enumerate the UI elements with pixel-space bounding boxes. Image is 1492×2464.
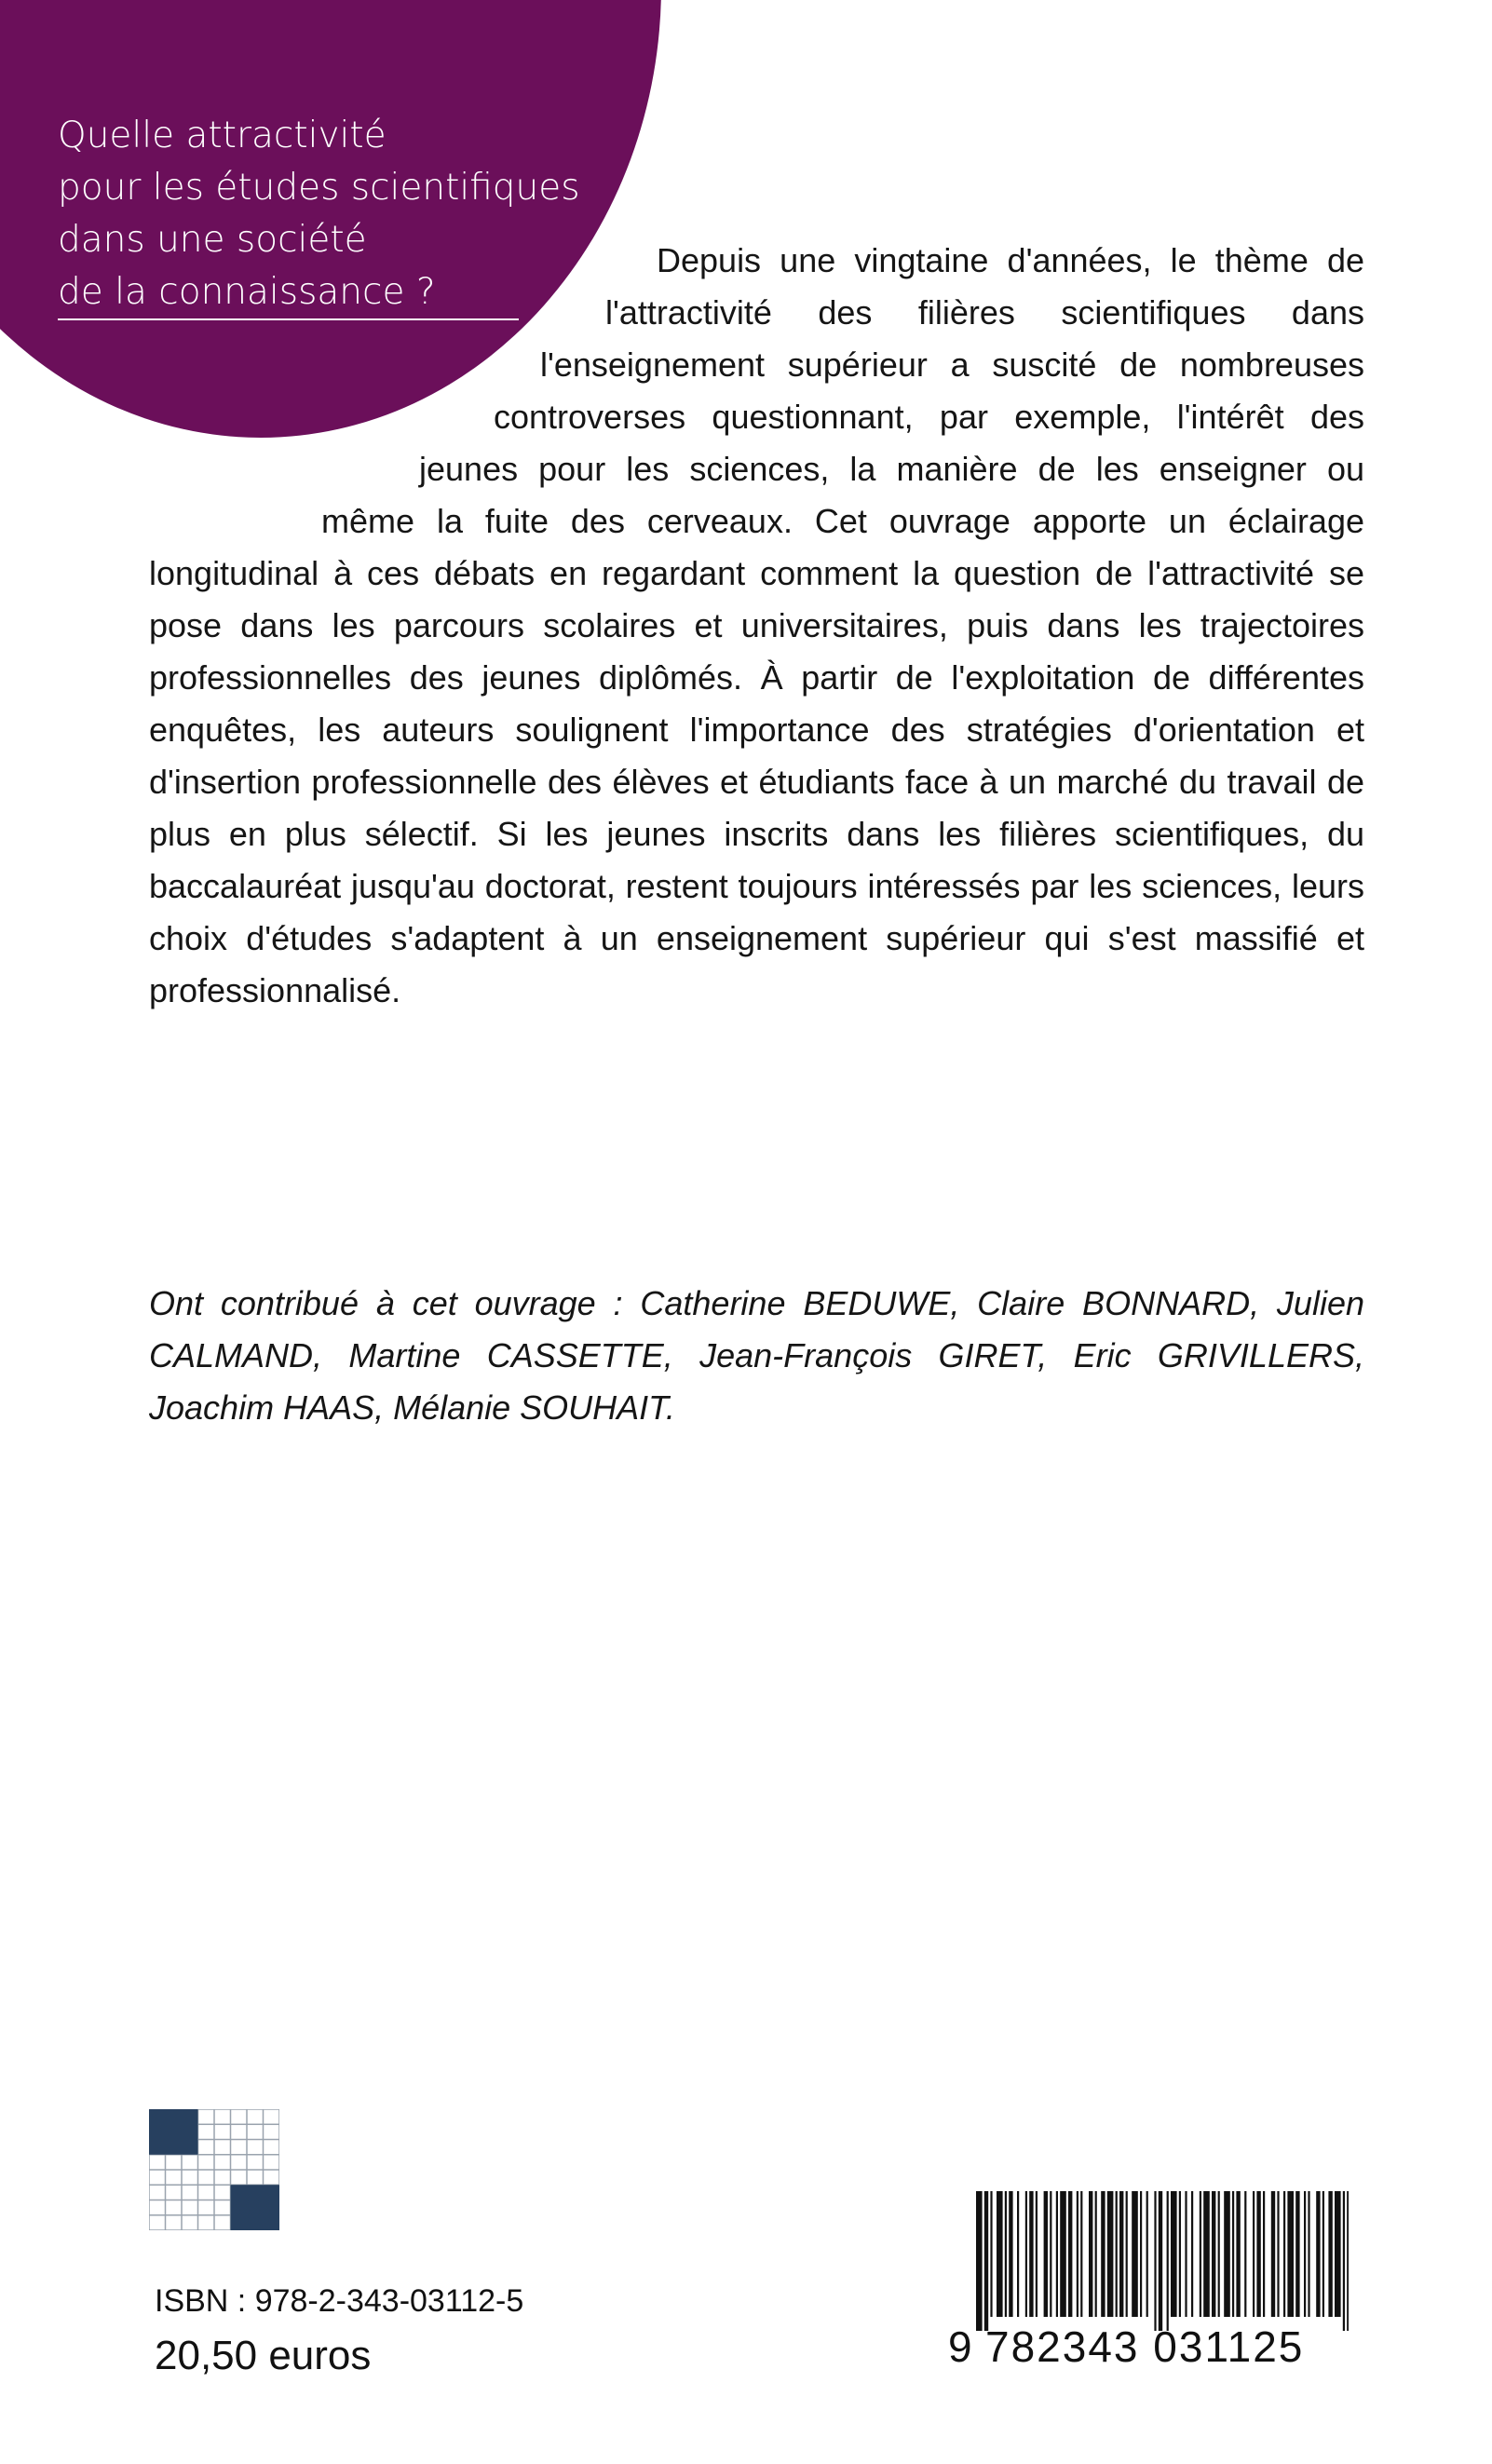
publisher-grid-logo-icon: [149, 2109, 279, 2230]
barcode-bar: [1060, 2191, 1066, 2317]
barcode-digits: 782343 031125: [985, 2322, 1305, 2371]
barcode-bar: [1179, 2191, 1181, 2317]
barcode-bar: [1347, 2191, 1349, 2331]
barcode-bar: [1036, 2191, 1038, 2317]
barcode-bar: [1009, 2191, 1012, 2317]
wrap-spacer: [149, 287, 605, 339]
barcode-bar: [1343, 2191, 1345, 2331]
barcode-first-digit: 9: [948, 2322, 972, 2371]
barcode-bar: [1200, 2191, 1201, 2317]
wrap-spacer: [149, 339, 540, 391]
barcode-bar: [1203, 2191, 1210, 2317]
barcode-bar: [1308, 2191, 1309, 2317]
barcode-bar: [1191, 2191, 1193, 2317]
barcode-bar: [1253, 2191, 1255, 2317]
barcode-bar: [1185, 2191, 1187, 2317]
barcode-bar: [1232, 2191, 1234, 2317]
barcode-bar: [1154, 2191, 1156, 2331]
summary-block: [149, 235, 1364, 1017]
barcode-bar: [1236, 2191, 1240, 2317]
barcode-bar: [1263, 2191, 1265, 2317]
barcode-bar: [976, 2191, 983, 2331]
barcode-bar: [1017, 2191, 1019, 2317]
barcode-bar: [984, 2191, 988, 2331]
barcode-bar: [1295, 2191, 1299, 2317]
barcode-bar: [1283, 2191, 1285, 2317]
barcode-bar: [1068, 2191, 1072, 2317]
barcode-bar: [1271, 2191, 1275, 2317]
barcode-bar: [1116, 2191, 1118, 2317]
barcode-bar: [1005, 2191, 1007, 2317]
barcode-bar: [1119, 2191, 1123, 2317]
barcode-bar: [1167, 2191, 1169, 2331]
barcode-bar: [1171, 2191, 1177, 2317]
barcode-bar: [1322, 2191, 1324, 2317]
barcode-bar: [1077, 2191, 1078, 2317]
price-label: 20,50 euros: [155, 2333, 372, 2378]
barcode-bar: [1101, 2191, 1105, 2317]
isbn-label: ISBN : 978-2-343-03112-5: [155, 2283, 524, 2319]
question-line: pour les études scientifiques: [58, 167, 580, 209]
barcode-bar: [1095, 2191, 1097, 2317]
barcode-bar: [1159, 2191, 1162, 2331]
summary-text: Depuis une vingtaine d'années, le thème de l'attractivité des filières scientifiques dans l'enseignement supérieur a suscité de nombreuses controverses questionnant, par exemple, l'intérêt des jeunes pour les sciences, la manière de les enseigner ou même la fuite des cerveaux. Cet ouvrage apporte un éclairage longitudinal à ces débats en regardant comment la question de l'attractivité se pose dans les parcours scolaires et universitaires, puis dans les trajectoires professionnelles des jeunes diplômés. À partir de l'exploitation de différentes enquêtes, les auteurs soulignent l'importance des stratégies d'orientation et d'insertion professionnelle des élèves et étudiants face à un marché du travail de plus en plus sélectif. Si les jeunes inscrits dans les filières scientifiques, du baccalauréat jusqu'au doctorat, restent toujours intéressés par les sciences, leurs choix d'études s'adaptent à un enseignement supérieur qui s'est massifié et professionnalisé.: [149, 241, 1364, 1009]
wrap-spacer: [149, 391, 494, 443]
barcode-bar: [1244, 2191, 1246, 2317]
wrap-spacer: [149, 495, 321, 548]
barcode-bar: [1212, 2191, 1215, 2317]
barcode-bar: [1140, 2191, 1142, 2317]
wrap-spacer: [149, 235, 657, 287]
barcode-bar: [1050, 2191, 1051, 2317]
question-line: dans une société: [58, 219, 367, 261]
barcode-bar: [1126, 2191, 1128, 2317]
barcode-bar: [1089, 2191, 1092, 2317]
barcode-bar: [1107, 2191, 1114, 2317]
wrap-spacer: [149, 443, 419, 495]
barcode-bar: [1224, 2191, 1230, 2317]
barcode-bar: [1277, 2191, 1279, 2317]
barcode-bars: [976, 2191, 1349, 2331]
barcode-bar: [1056, 2191, 1058, 2317]
question-line: de la connaissance ?: [58, 271, 436, 313]
barcode-bar: [1080, 2191, 1082, 2317]
barcode-bar: [1304, 2191, 1306, 2317]
barcode-bar: [1328, 2191, 1332, 2317]
barcode-bar: [1044, 2191, 1048, 2317]
barcode-bar: [1316, 2191, 1320, 2317]
question-line: Quelle attractivité: [58, 115, 387, 156]
barcode-bar: [1146, 2191, 1148, 2317]
barcode-icon: [920, 2173, 1372, 2385]
barcode-bar: [997, 2191, 1003, 2317]
barcode-bar: [1287, 2191, 1294, 2317]
barcode-bar: [1132, 2191, 1138, 2317]
barcode-bar: [1335, 2191, 1341, 2317]
barcode-bar: [1029, 2191, 1033, 2317]
barcode-bar: [1025, 2191, 1027, 2317]
contributors-text: Ont contribué à cet ouvrage : Catherine BEDUWE, Claire BONNARD, Julien CALMAND, Martine CASSETTE, Jean-François GIRET, Eric GRIVILLERS, Joachim HAAS, Mélanie SOUHAIT.: [149, 1284, 1364, 1427]
barcode-bar: [990, 2191, 992, 2317]
barcode-bar: [1218, 2191, 1220, 2317]
barcode-bar: [1256, 2191, 1260, 2317]
